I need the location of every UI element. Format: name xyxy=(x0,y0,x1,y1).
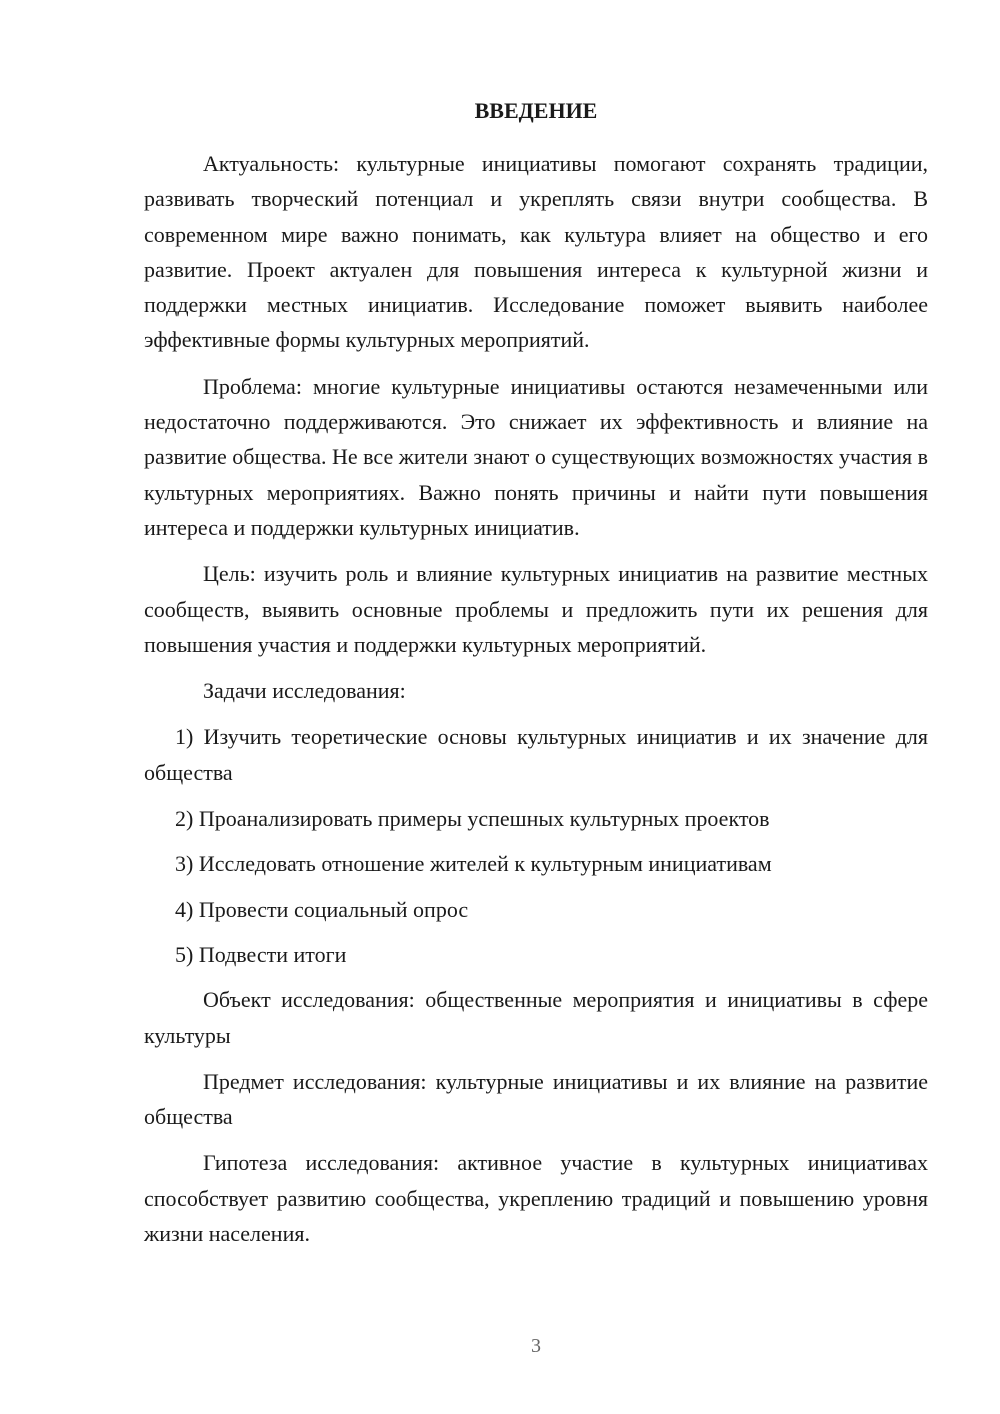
tasks-heading: Задачи исследования: xyxy=(203,678,406,704)
page-title: ВВЕДЕНИЕ xyxy=(474,98,598,123)
task-item-3: 3) Исследовать отношение жителей к культурным инициативам xyxy=(175,851,772,877)
page-number: 3 xyxy=(531,1335,541,1357)
task-item-5: 5) Подвести итоги xyxy=(175,941,347,967)
task-item-1: 1) Изучить теоретические основы культурных инициатив и их значение для общества xyxy=(144,724,928,785)
task-item-4: 4) Провести социальный опрос xyxy=(175,896,469,922)
goal-paragraph: Цель: изучить роль и влияние культурных инициатив на развитие местных сообществ, выявить основные проблемы и предложить пути их решения для повышения участия и поддержки культурных мероприятий. xyxy=(144,561,928,657)
relevance-paragraph: Актуальность: культурные инициативы помогают сохранять традиции, развивать творческий потенциал и укреплять связи внутри сообщества. В современном мире важно понимать, как культура влияет на общество и его развитие. Проект актуален для повышения интереса к культурной жизни и поддержки местных инициатив. Исследование поможет выявить наиболее эффективные формы культурных мероприятий. xyxy=(144,151,928,353)
object-paragraph: Объект исследования: общественные мероприятия и инициативы в сфере культуры xyxy=(144,987,928,1048)
document-page xyxy=(144,96,928,1262)
task-item-2: 2) Проанализировать примеры успешных культурных проектов xyxy=(175,806,770,832)
hypothesis-paragraph: Гипотеза исследования: активное участие в культурных инициативах способствует развитию сообщества, укреплению традиций и повышению уровня жизни населения. xyxy=(144,1150,928,1247)
problem-paragraph: Проблема: многие культурные инициативы остаются незамеченными или недостаточно поддерживаются. Это снижает их эффективность и влияние на развитие общества. Не все жители знают о существующих возможностях участия в культурных мероприятиях. Важно понять причины и найти пути повышения интереса и поддержки культурных инициатив. xyxy=(144,373,928,540)
subject-paragraph: Предмет исследования: культурные инициативы и их влияние на развитие общества xyxy=(144,1068,928,1130)
